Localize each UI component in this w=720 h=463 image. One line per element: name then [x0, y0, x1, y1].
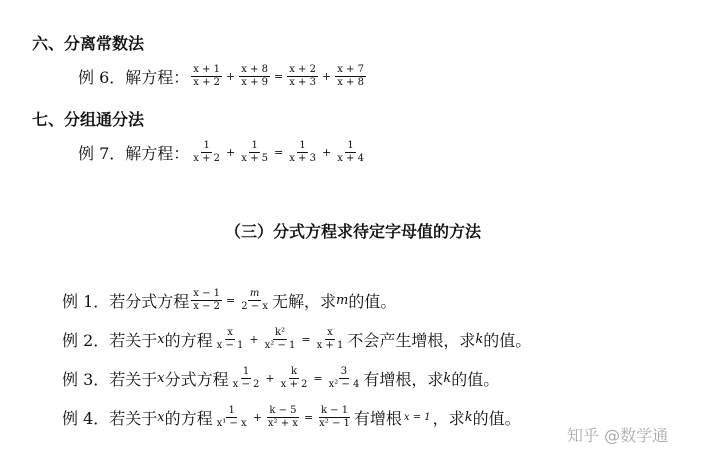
denominator: x² − 4 [328, 379, 360, 390]
operator: + [249, 333, 259, 346]
fraction [239, 64, 270, 89]
example-4 [62, 405, 521, 430]
operator: + [252, 411, 262, 424]
section-7-title: 七、分组通分法 [32, 110, 145, 129]
denominator: x − 2 [193, 301, 221, 312]
example-6 [78, 64, 368, 89]
example-6-label: 例 6．解方程： [78, 68, 190, 87]
operator: = [303, 411, 314, 424]
operator: + [321, 146, 332, 159]
variable: m [336, 293, 349, 308]
numerator: 1 [251, 140, 258, 151]
denominator: x + 2 [193, 153, 221, 164]
text: 有增根 [353, 409, 402, 428]
denominator: x + 5 [241, 153, 268, 164]
denominator: x² + x [267, 418, 298, 429]
variable: x [157, 332, 165, 347]
text: 若关于 [109, 331, 158, 350]
example-label: 例 4． [62, 409, 110, 428]
denominator: x + 9 [241, 77, 268, 88]
fraction [239, 140, 270, 165]
denominator: x + 2 [193, 77, 221, 88]
fraction [239, 288, 270, 313]
denominator: x − 2 [232, 379, 260, 390]
fraction [191, 288, 222, 313]
fraction [231, 366, 262, 391]
numerator: 1 [347, 140, 354, 151]
numerator: k² [274, 327, 286, 338]
operator: + [226, 146, 236, 159]
denominator: x + 2 [280, 379, 308, 390]
denominator: x² − 1 [319, 418, 350, 429]
numerator: k − 1 [320, 405, 349, 416]
operator: + [265, 372, 275, 385]
variable: x [157, 371, 165, 386]
text: 的方程 [164, 409, 213, 428]
numerator: 1 [203, 140, 210, 151]
denominator: x¹ − x [216, 418, 247, 429]
numerator: 1 [299, 140, 306, 151]
text: 无解，求 [272, 292, 337, 311]
numerator: x + 1 [193, 64, 221, 75]
part-3-title: （三）分式方程求待定字母值的方法 [225, 222, 482, 241]
example-3 [62, 366, 499, 391]
denominator: x² − 1 [264, 340, 296, 351]
text: 的值。 [472, 409, 521, 428]
numerator: x + 7 [337, 64, 364, 75]
fraction [287, 64, 318, 89]
fraction [315, 327, 346, 352]
operator: + [226, 70, 236, 83]
example-7 [78, 140, 368, 165]
text: 分式方程 [164, 370, 229, 389]
fraction [335, 64, 366, 89]
fraction [287, 140, 318, 165]
fraction [279, 366, 310, 391]
numerator: 1 [228, 405, 235, 416]
fraction [327, 366, 362, 391]
section-6-title: 六、分离常数法 [32, 34, 145, 53]
denominator: x + 3 [289, 153, 316, 164]
example-1 [62, 288, 396, 313]
text: ，求 [432, 409, 465, 428]
numerator: k − 5 [269, 405, 297, 416]
operator: = [274, 146, 284, 159]
variable: x [157, 410, 165, 425]
denominator: 2 − x [241, 301, 269, 312]
numerator: x [227, 327, 233, 338]
operator: = [301, 333, 311, 346]
denominator: x + 3 [289, 77, 316, 88]
denominator: x − 1 [216, 340, 244, 351]
text: 的值。 [483, 331, 532, 350]
numerator: x + 8 [241, 64, 268, 75]
fraction [266, 405, 300, 430]
example-label: 例 3． [62, 370, 110, 389]
fraction [335, 140, 366, 165]
operator: + [321, 70, 332, 83]
numerator: x − 1 [193, 288, 221, 299]
text: 若关于 [109, 370, 158, 389]
numerator: k [290, 366, 298, 377]
text: 的值。 [451, 370, 500, 389]
denominator: x + 8 [337, 77, 364, 88]
fraction [191, 140, 222, 165]
text: 的值。 [348, 292, 397, 311]
numerator: x + 2 [289, 64, 316, 75]
example-label: 例 1． [62, 292, 110, 311]
numerator: m [249, 288, 260, 299]
operator: = [226, 294, 236, 307]
numerator: 1 [242, 366, 250, 377]
condition: x = 1 [403, 412, 431, 423]
example-2 [62, 327, 531, 352]
numerator: 3 [340, 366, 348, 377]
text: 若关于 [109, 409, 158, 428]
denominator: x + 4 [337, 153, 364, 164]
operator: = [313, 372, 323, 385]
denominator: x + 1 [316, 340, 344, 351]
numerator: x [327, 327, 333, 338]
example-label: 例 2． [62, 331, 110, 350]
variable: k [464, 410, 473, 425]
operator: = [274, 70, 284, 83]
fraction [215, 405, 249, 430]
text: 的方程 [164, 331, 213, 350]
fraction [263, 327, 298, 352]
fraction [317, 405, 352, 430]
fraction [215, 327, 246, 352]
variable: k [443, 371, 452, 386]
text: 若分式方程 [109, 292, 190, 311]
example-7-label: 例 7．解方程： [78, 144, 190, 163]
text: 不会产生增根，求 [347, 331, 476, 350]
variable: k [475, 332, 484, 347]
fraction [191, 64, 222, 89]
text: 有增根，求 [363, 370, 444, 389]
watermark: 知乎 @数学通 [567, 426, 669, 445]
